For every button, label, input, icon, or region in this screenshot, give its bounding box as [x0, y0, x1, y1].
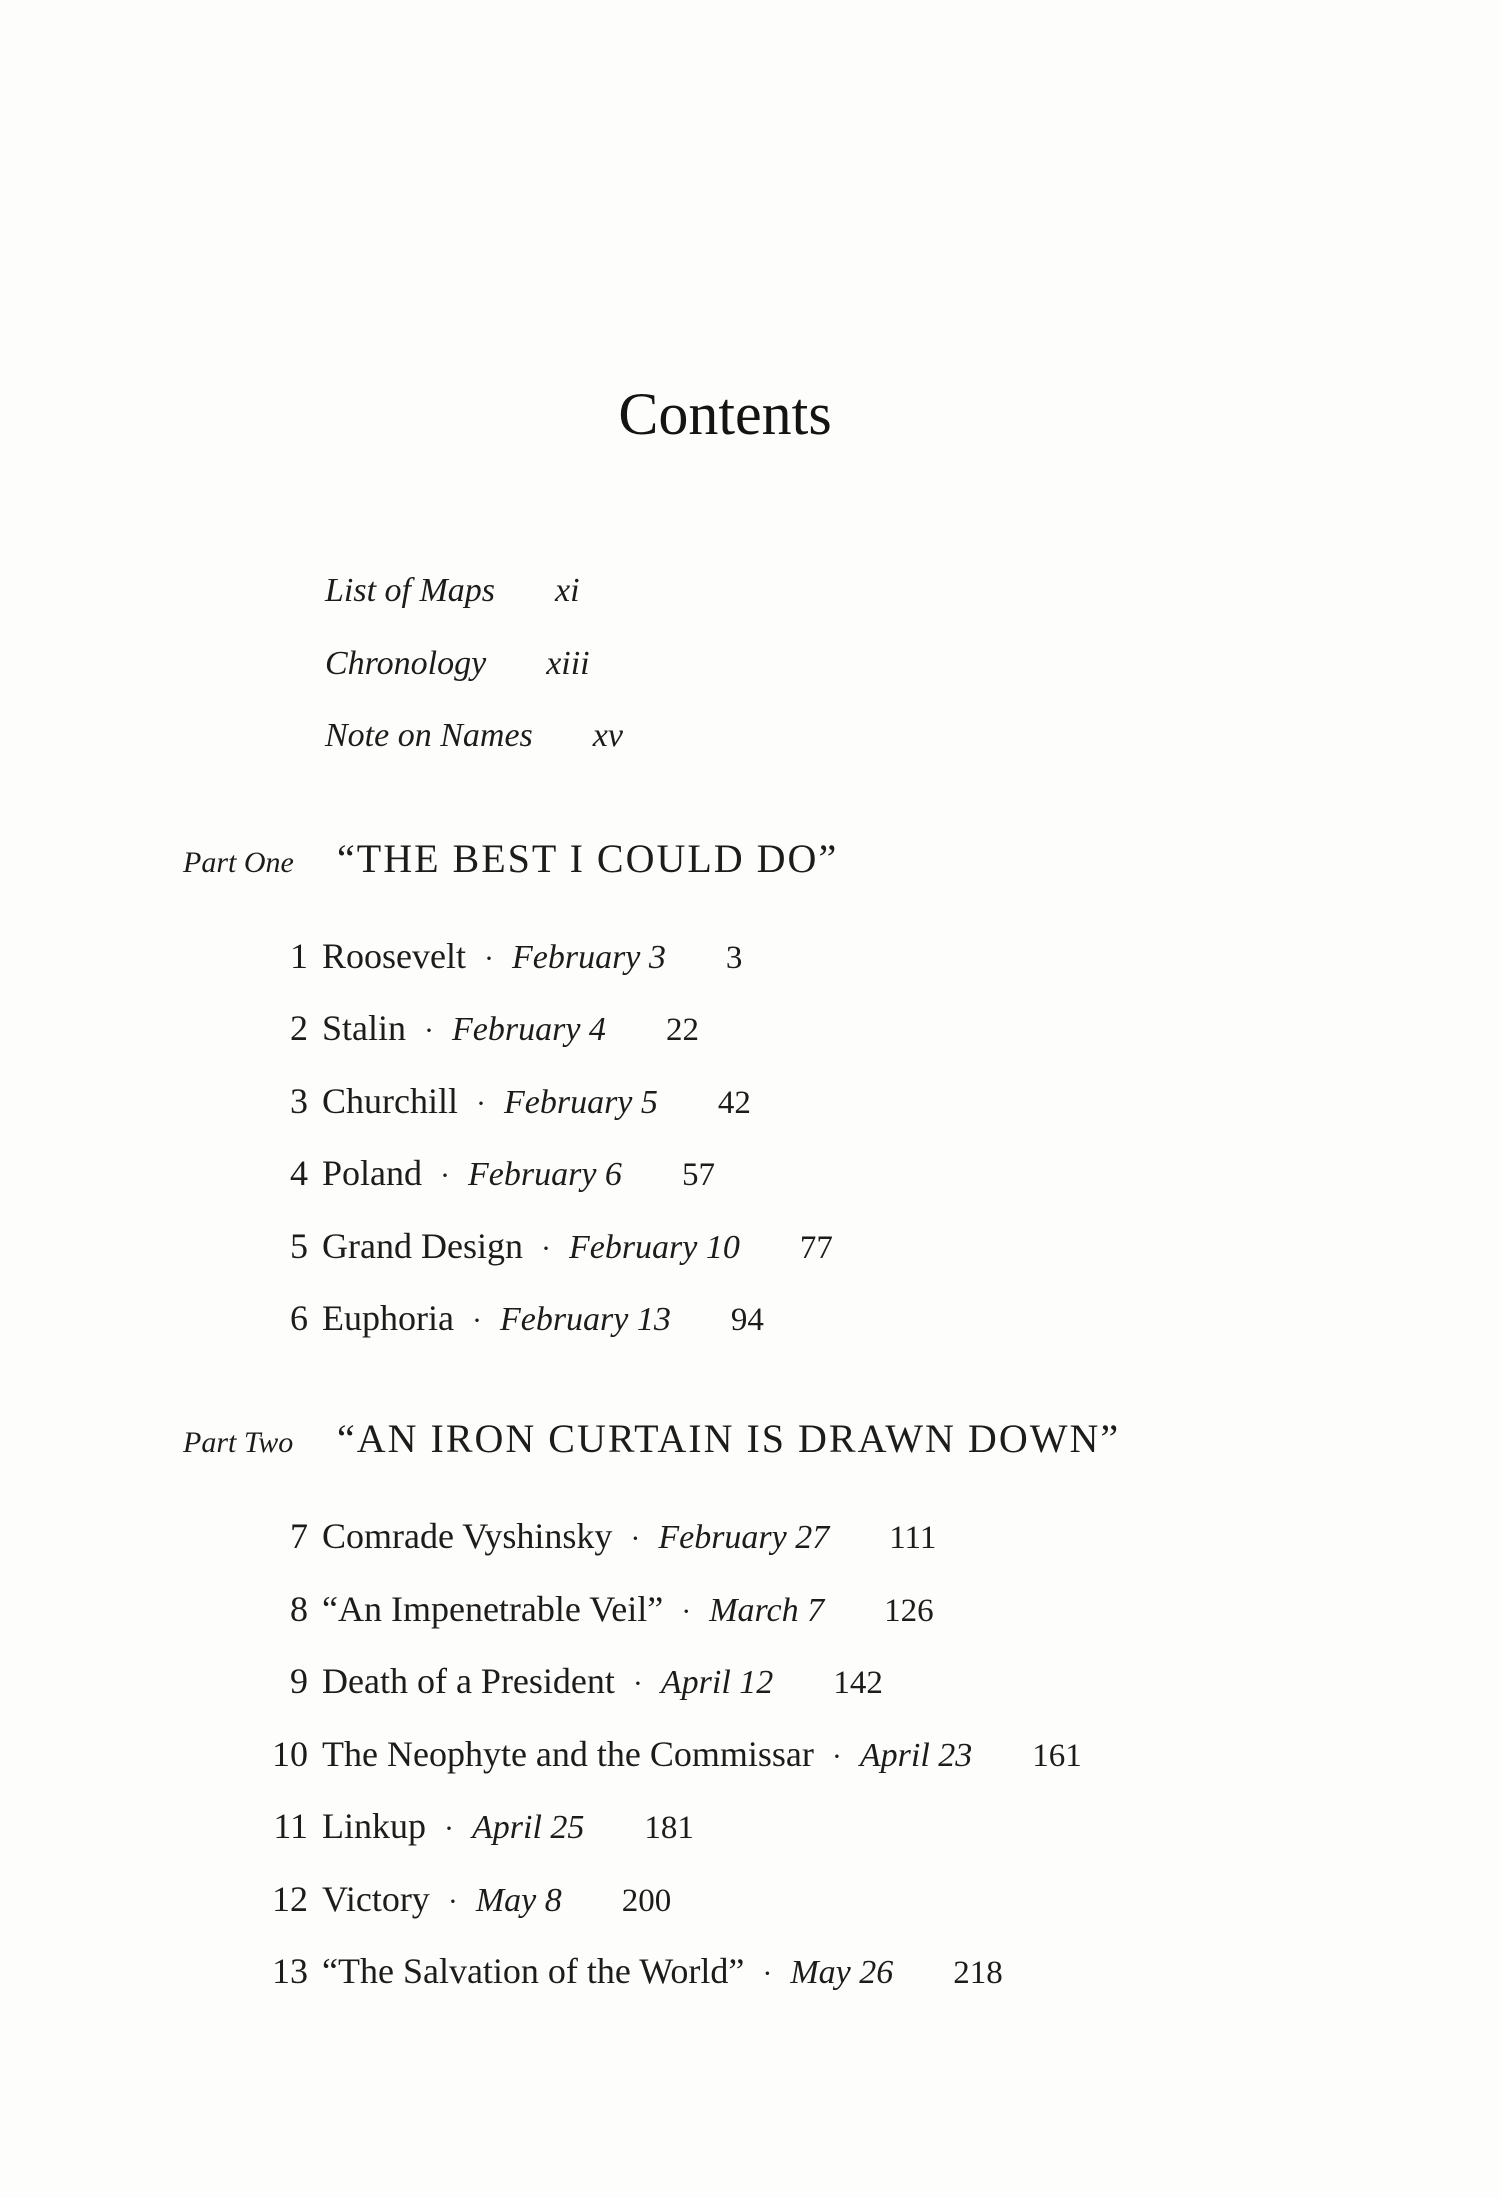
chapter-date: April 12	[660, 1664, 774, 1701]
chapter-title: Grand Design	[322, 1226, 523, 1266]
chapter-date: April 23	[859, 1737, 973, 1774]
chapter-date: February 5	[503, 1084, 658, 1121]
separator-dot: ·	[540, 1232, 551, 1265]
chapter-entry[interactable]	[250, 1950, 1003, 1992]
chapter-number: 11	[273, 1806, 308, 1846]
chapter-date: April 25	[472, 1809, 585, 1846]
chapter-number: 3	[290, 1081, 308, 1121]
chapter-date: March 7	[709, 1592, 825, 1629]
chapter-date: February 3	[511, 939, 666, 976]
chapter-number: 4	[290, 1153, 308, 1193]
chapter-page: 142	[833, 1665, 883, 1701]
chapter-number: 2	[290, 1008, 308, 1048]
chapter-title: “An Impenetrable Veil”	[322, 1589, 664, 1629]
chapter-entry[interactable]	[250, 1515, 936, 1557]
chapter-number: 8	[290, 1589, 308, 1629]
chapter-number: 7	[290, 1516, 308, 1556]
entry-label: Chronology	[325, 645, 487, 682]
separator-dot: ·	[632, 1667, 643, 1700]
separator-dot: ·	[447, 1885, 458, 1918]
chapter-entry[interactable]	[250, 1152, 715, 1194]
entry-page: xi	[555, 572, 580, 609]
chapter-entry[interactable]	[250, 935, 742, 977]
chapter-title: Victory	[322, 1879, 430, 1919]
chapter-title: Churchill	[322, 1081, 458, 1121]
chapter-number: 6	[290, 1298, 308, 1338]
chapter-entry[interactable]	[250, 1660, 883, 1702]
chapter-number: 13	[272, 1951, 308, 1991]
chapter-date: February 13	[499, 1301, 671, 1338]
page-title: Contents	[618, 381, 832, 447]
chapter-page: 181	[644, 1810, 694, 1846]
entry-page: xiii	[546, 645, 590, 682]
chapter-date: February 4	[452, 1011, 606, 1048]
chapter-title: Roosevelt	[322, 936, 466, 976]
separator-dot: ·	[440, 1159, 451, 1192]
chapter-entry[interactable]	[250, 1733, 1082, 1775]
chapter-number: 1	[290, 936, 308, 976]
separator-dot: ·	[471, 1304, 482, 1337]
chapter-number: 10	[272, 1734, 308, 1774]
chapter-number: 5	[290, 1226, 308, 1266]
chapter-page: 94	[730, 1302, 764, 1338]
part-label: Part One	[183, 846, 294, 879]
entry-page: xv	[592, 717, 623, 754]
part-heading-one	[183, 835, 838, 882]
separator-dot: ·	[831, 1740, 842, 1773]
chapter-entry[interactable]	[250, 1007, 699, 1049]
chapter-page: 3	[725, 940, 743, 976]
chapter-title: Death of a President	[322, 1661, 615, 1701]
toc-entry-note-on-names[interactable]	[325, 717, 623, 755]
chapter-date: February 6	[468, 1156, 622, 1193]
separator-dot: ·	[444, 1812, 454, 1845]
chapter-entry[interactable]	[250, 1297, 764, 1339]
chapter-title: Stalin	[322, 1008, 407, 1048]
chapter-page: 22	[665, 1012, 699, 1048]
chapter-date: May 26	[790, 1954, 894, 1991]
chapter-number: 12	[272, 1879, 308, 1919]
part-heading-two	[183, 1415, 1120, 1462]
chapter-date: February 10	[568, 1229, 740, 1266]
chapter-page: 200	[621, 1883, 672, 1919]
separator-dot: ·	[762, 1957, 773, 1990]
chapter-entry[interactable]	[250, 1080, 751, 1122]
part-title: “THE BEST I COULD DO”	[337, 836, 839, 881]
chapter-page: 57	[681, 1157, 715, 1193]
chapter-number: 9	[290, 1661, 308, 1701]
chapter-title: Poland	[322, 1153, 423, 1193]
toc-entry-list-of-maps[interactable]	[325, 572, 580, 610]
chapter-title: The Neophyte and the Commissar	[322, 1734, 814, 1774]
chapter-page: 77	[799, 1230, 833, 1266]
chapter-entry[interactable]	[250, 1588, 934, 1630]
chapter-entry[interactable]	[250, 1878, 671, 1920]
chapter-page: 126	[884, 1593, 934, 1629]
chapter-page: 218	[953, 1955, 1003, 1991]
separator-dot: ·	[475, 1087, 486, 1120]
chapter-date: February 27	[658, 1519, 830, 1556]
chapter-page: 111	[889, 1520, 937, 1556]
chapter-title: “The Salvation of the World”	[322, 1951, 745, 1991]
chapter-title: Comrade Vyshinsky	[322, 1516, 613, 1556]
separator-dot: ·	[630, 1522, 641, 1555]
part-title: “AN IRON CURTAIN IS DRAWN DOWN”	[337, 1416, 1121, 1461]
chapter-page: 161	[1032, 1738, 1082, 1774]
chapter-title: Euphoria	[322, 1298, 454, 1338]
entry-label: Note on Names	[325, 717, 533, 754]
chapter-entry[interactable]	[250, 1225, 833, 1267]
toc-entry-chronology[interactable]	[325, 645, 590, 683]
part-label: Part Two	[183, 1426, 294, 1459]
entry-label: List of Maps	[325, 572, 496, 609]
chapter-date: May 8	[475, 1882, 562, 1919]
chapter-entry[interactable]	[250, 1805, 694, 1847]
chapter-title: Linkup	[322, 1806, 426, 1846]
separator-dot: ·	[483, 942, 494, 975]
chapter-page: 42	[717, 1085, 751, 1121]
separator-dot: ·	[424, 1014, 435, 1047]
separator-dot: ·	[681, 1595, 692, 1628]
